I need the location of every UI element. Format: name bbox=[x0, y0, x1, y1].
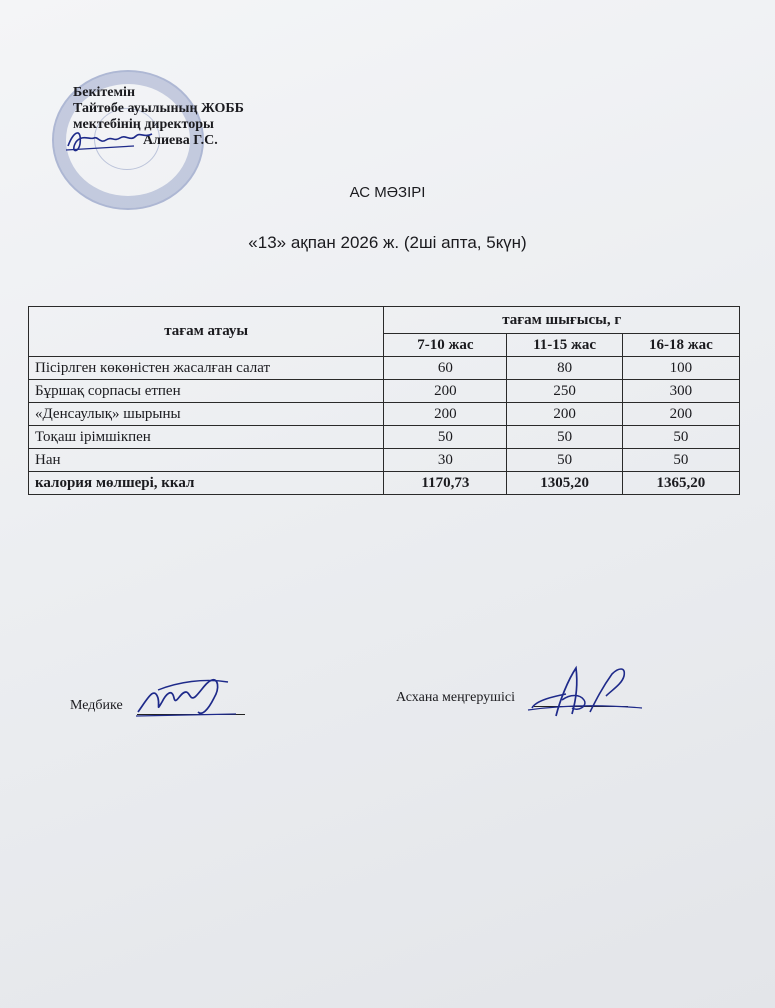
table-header-row bbox=[29, 307, 740, 334]
dish-yield-11-15: 50 bbox=[507, 449, 622, 472]
calorie-7-10: 1170,73 bbox=[384, 472, 507, 495]
header-dish-name: тағам атауы bbox=[29, 307, 384, 357]
approval-heading: Бекітемін bbox=[73, 85, 136, 100]
table-row bbox=[29, 449, 740, 472]
table-row bbox=[29, 357, 740, 380]
table-row bbox=[29, 403, 740, 426]
dish-name: Тоқаш ірімшікпен bbox=[29, 426, 384, 449]
dish-name: «Денсаулық» шырыны bbox=[29, 403, 384, 426]
dish-yield-7-10: 200 bbox=[384, 403, 507, 426]
dish-yield-7-10: 60 bbox=[384, 357, 507, 380]
dish-yield-11-15: 250 bbox=[507, 380, 622, 403]
calorie-16-18: 1365,20 bbox=[622, 472, 739, 495]
header-yield: тағам шығысы, г bbox=[384, 307, 740, 334]
menu-table bbox=[28, 306, 740, 495]
table-row bbox=[29, 380, 740, 403]
director-signature-icon bbox=[64, 124, 156, 158]
header-age-11-15: 11-15 жас bbox=[507, 334, 622, 357]
dish-yield-7-10: 30 bbox=[384, 449, 507, 472]
approval-school: Тайтөбе ауылының ЖОББ bbox=[73, 101, 244, 116]
menu-title: АС МӘЗІРІ bbox=[349, 184, 426, 201]
header-age-16-18: 16-18 жас bbox=[622, 334, 739, 357]
chef-signature-icon bbox=[526, 660, 646, 724]
dish-yield-7-10: 200 bbox=[384, 380, 507, 403]
dish-yield-11-15: 200 bbox=[507, 403, 622, 426]
approval-director-name: Алиева Г.С. bbox=[143, 133, 218, 148]
dish-yield-7-10: 50 bbox=[384, 426, 507, 449]
medic-signature-icon bbox=[128, 668, 238, 720]
medic-label: Медбике bbox=[70, 698, 123, 713]
dish-yield-11-15: 50 bbox=[507, 426, 622, 449]
calorie-label: калория мөлшері, ккал bbox=[29, 472, 384, 495]
dish-name: Бұршақ сорпасы етпен bbox=[29, 380, 384, 403]
dish-name: Пісірлген көкөністен жасалған салат bbox=[29, 357, 384, 380]
dish-yield-16-18: 200 bbox=[622, 403, 739, 426]
chef-label: Асхана меңгерушісі bbox=[396, 690, 515, 705]
dish-name: Нан bbox=[29, 449, 384, 472]
dish-yield-16-18: 300 bbox=[622, 380, 739, 403]
table-row bbox=[29, 426, 740, 449]
approval-position: мектебінің директоры bbox=[73, 117, 214, 132]
dish-yield-16-18: 50 bbox=[622, 449, 739, 472]
calorie-11-15: 1305,20 bbox=[507, 472, 622, 495]
dish-yield-16-18: 50 bbox=[622, 426, 739, 449]
dish-yield-16-18: 100 bbox=[622, 357, 739, 380]
dish-yield-11-15: 80 bbox=[507, 357, 622, 380]
table-total-row bbox=[29, 472, 740, 495]
header-age-7-10: 7-10 жас bbox=[384, 334, 507, 357]
menu-date: «13» ақпан 2026 ж. (2ші апта, 5күн) bbox=[248, 233, 527, 252]
